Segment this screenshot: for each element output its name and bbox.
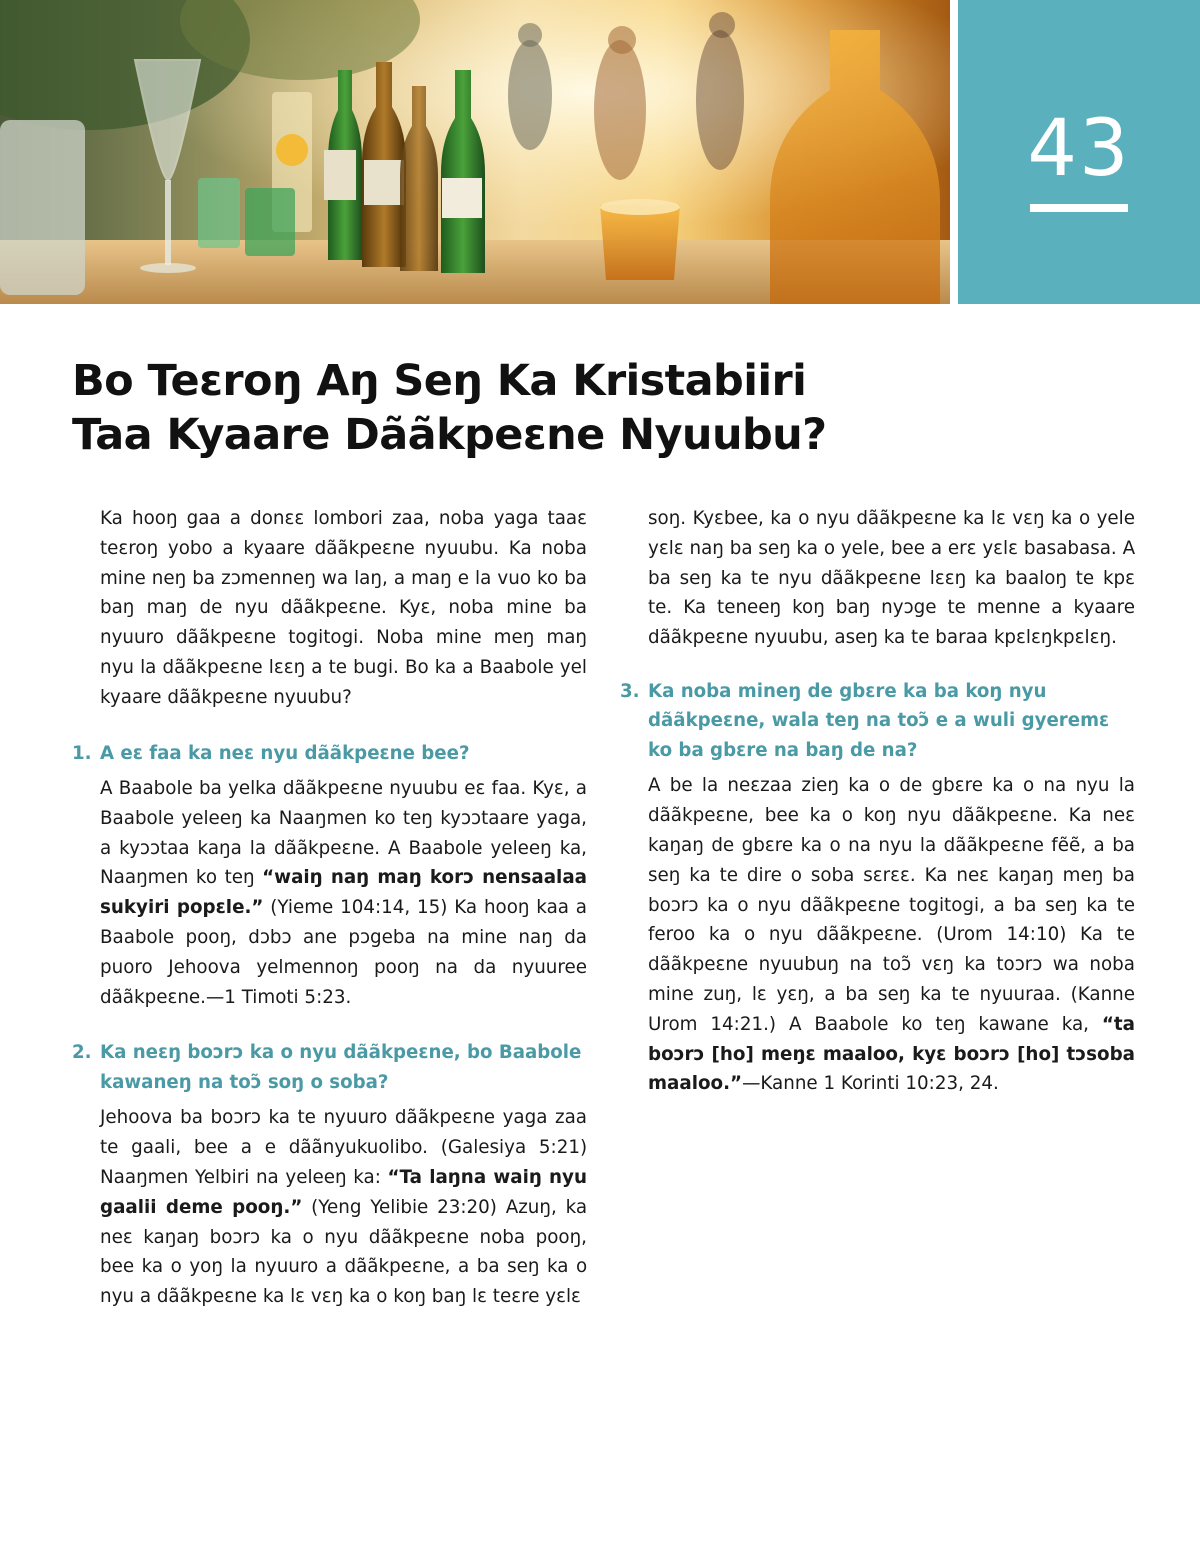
answer-3-text-a: A be la neɛzaa zieŋ ka o de gbɛre ka o na nyu la dããkpeɛne, bee ka o koŋ nyu dããkpeɛne. Ka neɛ kaŋaŋ de gbɛre ka o na nyu la dããkpeɛne fẽẽ, a ba seŋ ka te dire o soba sɛrɛɛ. Ka neɛ kaŋaŋ meŋ ba boɔrɔ ka o nyu dããkpeɛne togitogi, a ba seŋ ka te feroo ka o nyu dããkpeɛne. (Urom 14:10) Ka te dããkpeɛne nyuubuŋ na toɔ̃ vɛŋ ka toɔrɔ wa noba mine zuŋ, lɛ yɛŋ, a ba seŋ ka te nyuuraa. (Kanne Urom 14:21.) A Baabole ko teŋ kawane ka, [648, 775, 1135, 1035]
answer-3-text-b: —Kanne 1 Korinti 10:23, 24. [742, 1073, 999, 1095]
answer-3-scripture-quote: “ta boɔrɔ [ho] meŋɛ maaloo, kyɛ boɔrɔ [ho] tɔsoba maaloo.” [648, 1013, 1135, 1095]
right-column [620, 504, 1135, 1099]
lesson-number: 43 [1027, 104, 1131, 194]
lesson-title-line1: Bo Teɛroŋ Aŋ Seŋ Ka Kristabiiri [72, 356, 807, 406]
lesson-title [72, 354, 1122, 462]
header-photo [0, 0, 950, 304]
question-2-text: Ka neɛŋ boɔrɔ ka o nyu dããkpeɛne, bo Baabole kawaneŋ na toɔ̃ soŋ o soba? [100, 1042, 582, 1093]
lesson-number-box [958, 0, 1200, 304]
answer-1-text-a: A Baabole ba yelka dããkpeɛne nyuubu eɛ faa. Kyɛ, a Baabole yeleeŋ ka Naaŋmen ko teŋ kyɔɔtaare yaga, a kyɔɔtaa kaŋa la dããkpeɛne. A Baabole yeleeŋ ka, Naaŋmen ko teŋ [100, 778, 587, 889]
lesson-number-underline [1030, 204, 1128, 212]
left-column [72, 504, 587, 1312]
question-3-text: Ka noba mineŋ de gbɛre ka ba koŋ nyu dããkpeɛne, wala teŋ na toɔ̃ e a wuli gyeremɛ ko ba gbɛre na baŋ de na? [648, 680, 1110, 761]
answer-1-text-b: (Yieme 104:14, 15) Ka hooŋ kaa a Baabole pooŋ, dɔbɔ ane pɔgeba na mine naŋ da puoro Jehoova yelmennoŋ pooŋ na da nyuuree dããkpeɛne.—1 Timoti 5:23. [100, 897, 588, 1008]
question-3-number: 3. [620, 680, 640, 702]
answer-3-paragraph [648, 771, 1135, 1099]
question-2-number: 2. [72, 1042, 92, 1064]
answer-1-paragraph [100, 774, 587, 1012]
answer-2-paragraph-continued: soŋ. Kyɛbee, ka o nyu dããkpeɛne ka lɛ vɛŋ ka o yele yɛlɛ naŋ ba seŋ ka o yele, bee a erɛ yɛlɛ basabasa. A ba seŋ ka te nyu dããkpeɛne lɛɛŋ ka baaloŋ te kpɛ te. Ka teneeŋ koŋ baŋ nyɔge te menne a kyaare dããkpeɛne nyuubu, aseŋ ka te baraa kpɛlɛŋkpɛlɛŋ. [648, 508, 1136, 649]
lesson-title-line2: Taa Kyaare Dããkpeɛne Nyuubu? [72, 410, 827, 460]
question-3 [620, 677, 1135, 766]
question-1 [72, 739, 587, 769]
answer-1-scripture-quote: “waiŋ naŋ maŋ korɔ nensaalaa sukyiri popɛle.” [100, 867, 587, 919]
intro-paragraph: Ka hooŋ gaa a donɛɛ lombori zaa, noba yaga taaɛ teɛroŋ yobo a kyaare dããkpeɛne nyuubu. Ka noba mine neŋ ba zɔmenneŋ wa laŋ, a maŋ e la vuo ko ba baŋ maŋ de nyu dããkpeɛne. Kyɛ, noba mine ba nyuuro dããkpeɛne togitogi. Noba mine meŋ maŋ nyu la dããkpeɛne lɛɛŋ a te bugi. Bo ka a Baabole yel kyaare dããkpeɛne nyuubu? [100, 508, 587, 708]
question-1-text: A eɛ faa ka neɛ nyu dããkpeɛne bee? [100, 742, 470, 764]
drinks-table-illustration [0, 0, 950, 304]
answer-2-paragraph: Jehoova ba boɔrɔ ka te nyuuro dããkpeɛne yaga zaa te gaali, bee a e dããnyukuolibo. (Galesiya 5:21) Naaŋmen Yelbiri na yeleeŋ ka: “Ta laŋna waiŋ nyu gaalii deme pooŋ.” (Yeng Yelibie 23:20) Azuŋ, ka neɛ kaŋaŋ boɔrɔ ka o nyu dããkpeɛne noba pooŋ, bee ka o yoŋ la nyuuro a dããkpeɛne, a ba seŋ ka o nyu a dããkpeɛne ka lɛ vɛŋ ka o koŋ baŋ lɛ teɛre yɛlɛ [100, 1107, 588, 1308]
question-1-number: 1. [72, 742, 92, 764]
question-2 [72, 1038, 587, 1097]
